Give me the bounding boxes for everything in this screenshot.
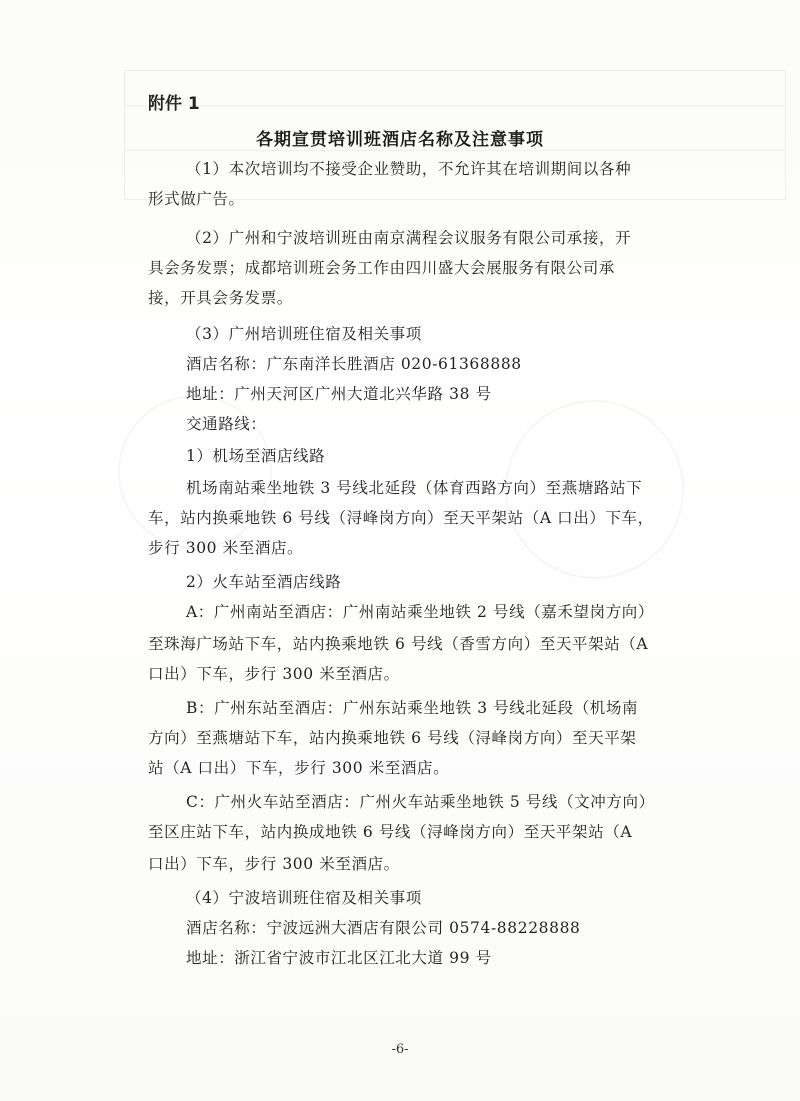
body-line: C：广州火车站至酒店：广州火车站乘坐地铁 5 号线（文冲方向） (186, 793, 655, 811)
body-line: （4）宁波培训班住宿及相关事项 (186, 889, 422, 907)
body-line: 至珠海广场站下车，站内换乘地铁 6 号线（香雪方向）至天平架站（A (148, 635, 649, 653)
body-line: 至区庄站下车，站内换成地铁 6 号线（浔峰岗方向）至天平架站（A (148, 823, 633, 841)
body-line: （3）广州培训班住宿及相关事项 (186, 325, 422, 343)
body-line: （2）广州和宁波培训班由南京满程会议服务有限公司承接，开 (186, 229, 632, 247)
document-title: 各期宣贯培训班酒店名称及注意事项 (256, 130, 544, 150)
body-line: 方向）至燕塘站下车，站内换乘地铁 6 号线（浔峰岗方向）至天平架 (148, 729, 637, 747)
body-line: 2）火车站至酒店线路 (186, 573, 342, 591)
body-line: 机场南站乘坐地铁 3 号线北延段（体育西路方向）至燕塘路站下 (186, 479, 643, 497)
page-number: -6- (391, 1042, 409, 1057)
body-line: 1）机场至酒店线路 (186, 447, 326, 465)
body-line: 步行 300 米至酒店。 (148, 539, 304, 557)
body-line: 地址：浙江省宁波市江北区江北大道 99 号 (186, 949, 492, 967)
attachment-label: 附件 1 (148, 94, 200, 114)
body-line: 酒店名称：广东南洋长胜酒店 020-61368888 (186, 355, 522, 373)
body-line: （1）本次培训均不接受企业赞助，不允许其在培训期间以各种 (186, 160, 632, 178)
body-line: B：广州东站至酒店：广州东站乘坐地铁 3 号线北延段（机场南 (186, 699, 639, 717)
body-line: 酒店名称：宁波远洲大酒店有限公司 0574-88228888 (186, 919, 581, 937)
body-line: 站（A 口出）下车，步行 300 米至酒店。 (148, 759, 450, 777)
body-line: 接，开具会务发票。 (148, 289, 293, 307)
body-line: 地址：广州天河区广州大道北兴华路 38 号 (186, 385, 492, 403)
body-line: 车，站内换乘地铁 6 号线（浔峰岗方向）至天平架站（A 口出）下车， (148, 509, 654, 527)
body-line: 口出）下车，步行 300 米至酒店。 (148, 855, 400, 873)
body-line: 口出）下车，步行 300 米至酒店。 (148, 665, 400, 683)
body-line: A：广州南站至酒店：广州南站乘坐地铁 2 号线（嘉禾望岗方向） (186, 603, 655, 621)
body-line: 形式做广告。 (148, 190, 245, 208)
body-line: 具会务发票；成都培训班会务工作由四川盛大会展服务有限公司承 (148, 259, 615, 277)
body-line: 交通路线： (186, 415, 267, 433)
